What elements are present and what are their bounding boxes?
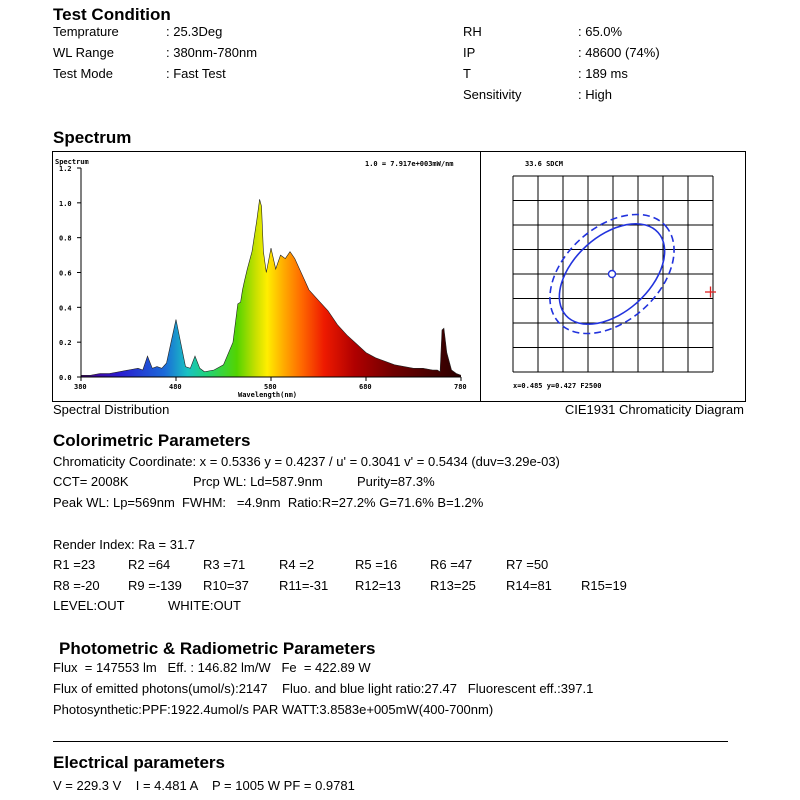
cct-value: CCT= 2008K: [53, 474, 129, 489]
cie-diagram-panel: [480, 151, 746, 402]
render-index-row-1: [53, 557, 753, 573]
condition-label: WL Range: [53, 45, 114, 60]
y-tick-label: 0.8: [59, 234, 72, 243]
render-index: Render Index: Ra = 31.7: [53, 537, 196, 552]
r-value: R3 =71: [203, 557, 246, 572]
purity-value: Purity=87.3%: [357, 474, 435, 489]
x-tick-label: 380: [74, 383, 87, 391]
y-tick-label: 1.0: [59, 199, 72, 208]
prcp-wl-value: Prcp WL: Ld=587.9nm: [193, 474, 323, 489]
photometric-title: Photometric & Radiometric Parameters: [59, 639, 376, 658]
r-value: R4 =2: [279, 557, 315, 572]
chromaticity-coordinate: Chromaticity Coordinate: x = 0.5336 y = 0.4237 / u' = 0.3041 v' = 0.5434 (duv=3.29e-03): [53, 454, 560, 469]
condition-value: : High: [578, 87, 612, 102]
r-value: R15=19: [581, 578, 627, 593]
r-value: R1 =23: [53, 557, 96, 572]
x-tick-label: 780: [454, 383, 467, 391]
y-tick-label: 0.4: [59, 304, 72, 313]
spectrum-area: [81, 199, 461, 377]
r-value: R6 =47: [430, 557, 473, 572]
r-value: R7 =50: [506, 557, 549, 572]
spectral-distribution-caption: Spectral Distribution: [53, 402, 170, 417]
y-tick-label: 0.6: [59, 269, 72, 278]
level-status: LEVEL:OUT: [53, 598, 125, 613]
condition-value: : 65.0%: [578, 24, 623, 39]
cie-diagram: [481, 152, 745, 401]
condition-label: RH: [463, 24, 482, 39]
x-axis-label: Wavelength(nm): [238, 391, 298, 399]
photons-line: Flux of emitted photons(umol/s):2147 Fluo. and blue light ratio:27.47 Fluorescent eff.:397.1: [53, 681, 594, 696]
test-condition-title: Test Condition: [53, 5, 171, 24]
r-value: R13=25: [430, 578, 476, 593]
electrical-title: Electrical parameters: [53, 753, 225, 772]
photosynthetic-line: Photosynthetic:PPF:1922.4umol/s PAR WATT:3.8583e+005mW(400-700nm): [53, 702, 494, 717]
r-value: R12=13: [355, 578, 401, 593]
cie-top-label: 33.6 SDCM: [525, 160, 563, 168]
chart-annotation: 1.0 = 7.917e+003mW/nm: [365, 160, 454, 168]
r-value: R8 =-20: [53, 578, 100, 593]
r-value: R10=37: [203, 578, 249, 593]
peak-wl-line: Peak WL: Lp=569nm FWHM: =4.9nm Ratio:R=27.2% G=71.6% B=1.2%: [53, 495, 484, 510]
y-tick-label: 0.0: [59, 374, 72, 382]
cie-bottom-label: x=0.485 y=0.427 F2500: [513, 382, 602, 390]
electrical-line: V = 229.3 V I = 4.481 A P = 1005 W PF = 0.9781: [53, 778, 355, 793]
condition-value: : 189 ms: [578, 66, 628, 81]
r-value: R2 =64: [128, 557, 171, 572]
flux-line: Flux = 147553 lm Eff. : 146.82 lm/W Fe = 422.89 W: [53, 660, 371, 675]
chart-title: Spectrum: [55, 158, 89, 166]
r-value: R5 =16: [355, 557, 398, 572]
x-tick-label: 680: [359, 383, 372, 391]
condition-label: T: [463, 66, 471, 81]
condition-label: IP: [463, 45, 476, 60]
r-value: R9 =-139: [128, 578, 182, 593]
y-tick-label: 1.2: [59, 165, 72, 173]
condition-label: Sensitivity: [463, 87, 522, 102]
condition-label: Test Mode: [53, 66, 113, 81]
spectrum-chart: [53, 152, 482, 401]
condition-value: : 380nm-780nm: [166, 45, 258, 60]
condition-label: Temprature: [53, 24, 119, 39]
condition-value: : 48600 (74%): [578, 45, 660, 60]
spectral-chart-panel: [52, 151, 483, 402]
white-status: WHITE:OUT: [168, 598, 241, 613]
section-divider: [53, 741, 728, 742]
measured-point-marker: [705, 287, 716, 298]
y-tick-label: 0.2: [59, 339, 72, 348]
render-index-row-2: [53, 578, 753, 594]
x-tick-label: 580: [264, 383, 277, 391]
target-point: [609, 271, 616, 278]
x-tick-label: 480: [169, 383, 182, 391]
colorimetric-title: Colorimetric Parameters: [53, 431, 251, 450]
r-value: R14=81: [506, 578, 552, 593]
r-value: R11=-31: [279, 578, 329, 593]
condition-value: : Fast Test: [166, 66, 226, 81]
cie-caption: CIE1931 Chromaticity Diagram: [564, 402, 744, 417]
spectrum-title: Spectrum: [53, 128, 132, 147]
condition-value: : 25.3Deg: [166, 24, 223, 39]
